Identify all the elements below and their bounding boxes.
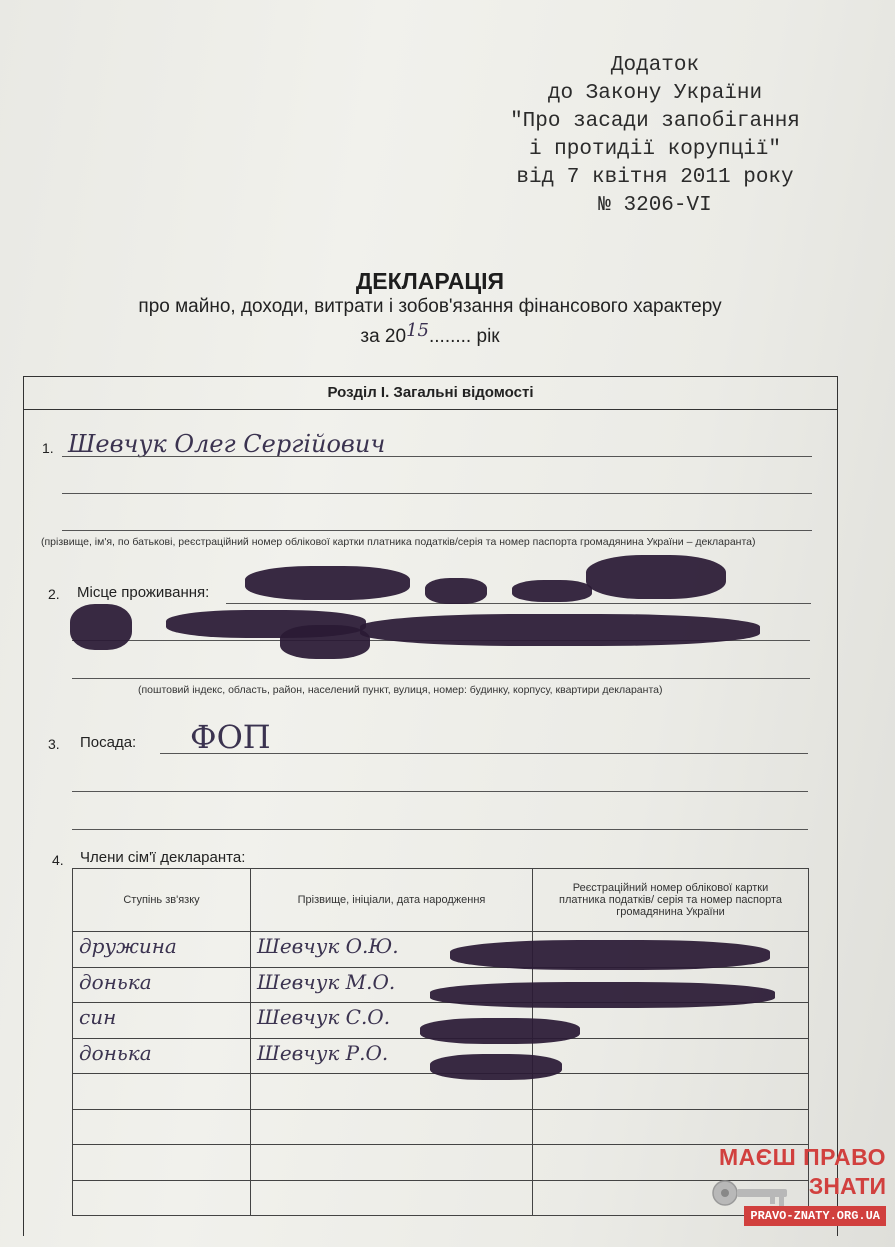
relation-cell	[73, 1109, 251, 1145]
relation-cell	[73, 1003, 251, 1039]
declaration-year	[0, 320, 860, 348]
column-header-relation: Ступінь зв'язку	[73, 869, 251, 932]
relation-cell	[73, 967, 251, 1003]
redaction-mark	[360, 614, 760, 646]
relation-handwritten: донька	[79, 969, 152, 994]
position-handwritten: ФОП	[190, 718, 271, 756]
relation-cell	[73, 1074, 251, 1110]
name-cell	[251, 1109, 533, 1145]
fill-line	[62, 456, 812, 457]
relation-cell	[73, 1038, 251, 1074]
redaction-mark	[280, 625, 370, 659]
item4-number: 4.	[52, 852, 64, 868]
table-row	[73, 1145, 809, 1181]
column-header-name: Прізвище, ініціали, дата народження	[251, 869, 533, 932]
name-cell	[251, 1145, 533, 1181]
watermark-site: PRAVO-ZNATY.ORG.UA	[744, 1206, 886, 1226]
item2-caption: (поштовий індекс, область, район, населений пункт, вулиця, номер: будинку, корпусу, квартири декларанта)	[138, 684, 663, 696]
site-watermark	[706, 1144, 886, 1226]
item4-label: Члени сім'ї декларанта:	[80, 849, 246, 866]
tax-id-cell	[533, 1109, 809, 1145]
redaction-mark	[586, 555, 726, 599]
table-header-row	[73, 869, 809, 932]
fill-line	[226, 603, 811, 604]
fill-line	[72, 678, 810, 679]
year-prefix: за 20	[360, 326, 407, 347]
watermark-line2: ЗНАТИ	[808, 1173, 886, 1199]
fill-line	[160, 753, 808, 754]
redaction-mark	[430, 982, 775, 1008]
document-title: ДЕКЛАРАЦІЯ	[355, 268, 505, 294]
tax-id-cell	[533, 1038, 809, 1074]
name-handwritten: Шевчук М.О.	[257, 969, 396, 994]
fill-line	[62, 530, 812, 531]
relation-cell	[73, 1180, 251, 1216]
name-handwritten: Шевчук О.Ю.	[257, 934, 399, 958]
item1-number: 1.	[42, 440, 54, 456]
year-suffix: рік	[471, 326, 500, 347]
table-row	[73, 1074, 809, 1110]
item3-number: 3.	[48, 736, 60, 752]
document-subtitle: про майно, доходи, витрати і зобов'язання фінансового характеру	[138, 296, 722, 317]
table-row	[73, 1109, 809, 1145]
relation-handwritten: донька	[79, 1040, 152, 1065]
year-dots: ........	[428, 326, 472, 347]
relation-handwritten: син	[79, 1005, 117, 1029]
redaction-mark	[512, 580, 592, 602]
redaction-mark	[70, 604, 132, 650]
column-header-tax-id: Реєстраційний номер облікової картки платника податків/ серія та номер паспорта громадянина України	[533, 869, 809, 932]
declarant-name-handwritten: Шевчук Олег Сергійович	[68, 430, 386, 458]
addendum-line: № 3206-VI	[598, 194, 712, 217]
tax-id-cell	[533, 1074, 809, 1110]
relation-cell	[73, 1145, 251, 1181]
redaction-mark	[450, 940, 770, 970]
year-handwritten: 15	[406, 320, 429, 341]
fill-line	[62, 493, 812, 494]
addendum-line: Додаток	[610, 54, 700, 77]
redaction-mark	[425, 578, 487, 604]
name-handwritten: Шевчук С.О.	[257, 1005, 391, 1029]
key-icon	[710, 1178, 796, 1208]
name-handwritten: Шевчук Р.О.	[257, 1040, 389, 1065]
addendum-line: "Про засади запобігання	[510, 110, 800, 133]
family-members-table	[72, 868, 809, 1216]
section-title: Розділ І. Загальні відомості	[23, 376, 838, 410]
redaction-mark	[420, 1018, 580, 1044]
name-cell	[251, 1180, 533, 1216]
item1-caption: (прізвище, ім'я, по батькові, реєстраційний номер облікової картки платника податків/серія та номер паспорта громадянина України – декларанта)	[41, 536, 756, 548]
relation-handwritten: дружина	[79, 934, 177, 958]
item3-label: Посада:	[80, 734, 137, 751]
addendum-line: і протидії корупції"	[528, 138, 782, 161]
fill-line	[72, 791, 808, 792]
relation-cell	[73, 932, 251, 968]
redaction-mark	[245, 566, 410, 600]
addendum-line: від 7 квітня 2011 року	[516, 166, 794, 189]
item2-label: Місце проживання:	[77, 584, 210, 601]
watermark-line1: МАЄШ ПРАВО	[718, 1144, 886, 1170]
item2-number: 2.	[48, 586, 60, 602]
addendum-line: до Закону України	[547, 82, 763, 105]
table-row	[73, 1180, 809, 1216]
law-addendum-note	[470, 52, 840, 220]
fill-line	[72, 829, 808, 830]
redaction-mark	[430, 1054, 562, 1080]
